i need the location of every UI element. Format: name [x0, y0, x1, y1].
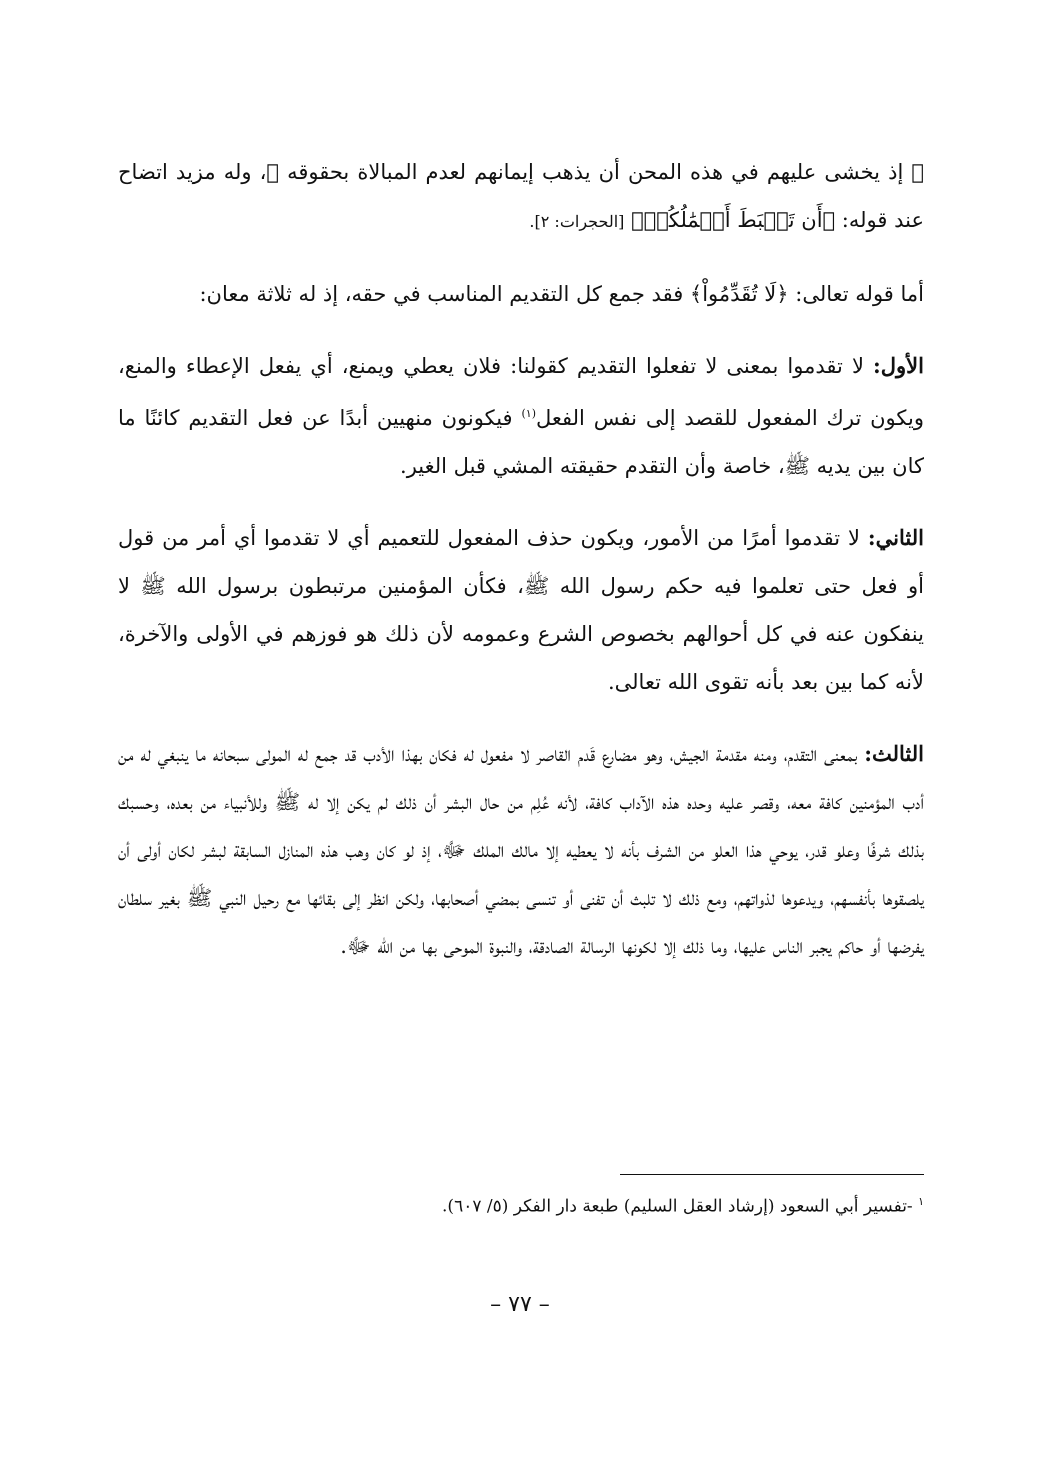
- footnote: [118, 1186, 924, 1223]
- third-meaning-text: بمعنى التقدم، ومنه مقدمة الجيش، وهو مضارع قَدم القاصر لا مفعول له فكان بهذا الأدب قد جمع له المولى سبحانه ما ينبغي له من أدب المؤمنين كافة معه، وقصر عليه وحده هذه الآداب كافة، لأنه عُلِم من حال البشر أن ذلك لم يكن إلا له ﷺ وللأنبياء من بعده، وحسبك بذلك شرفًا وعلو قدر، يوحي هذا العلو من الشرف بأنه لا يعطيه إلا مالك الملك ﷻ، إذ لو كان وهب هذه المنازل السابقة لبشر لكان أولى أن يلصقوها بأنفسهم، ويدعوها لذواتهم، ومع ذلك لا تلبث أن تفنى أو تنسى بمضي أصحابها، ولكن انظر إلى بقائها مع رحيل النبي ﷺ بغير سلطان يفرضها أو حاكم يجبر الناس عليها، وما ذلك إلا لكونها الرسالة الصادقة، والنبوة الموحى بها من الله ﷻ.: [118, 742, 924, 958]
- paragraph-second-meaning: [118, 514, 924, 706]
- first-meaning-text-b: فيكونون منهيين أبدًا عن فعل التقديم كائنًا ما كان بين يديه ﷺ، خاصة وأن التقدم حقيقته المشي قبل الغير.: [118, 406, 924, 478]
- second-meaning-text: لا تقدموا أمرًا من الأمور، ويكون حذف المفعول للتعميم أي لا تقدموا أي أمر من قول أو فعل حتى تعلموا فيه حكم رسول الله ﷺ، فكأن المؤمنين مرتبطون برسول الله ﷺ لا ينفكون عنه في كل أحوالهم بخصوص الشرع وعمومه لأن ذلك هو فوزهم في الأولى والآخرة، لأنه كما بين بعد بأنه تقوى الله تعالى.: [118, 526, 924, 694]
- footnote-divider: [620, 1174, 924, 1175]
- body-text: [118, 148, 924, 994]
- quran-reference: [الحجرات: ٢].: [529, 212, 625, 231]
- paragraph-third-meaning: [118, 730, 924, 970]
- page-number: – ٧٧ –: [490, 1292, 550, 1317]
- paragraph-intro: [118, 148, 924, 246]
- footnote-text: -تفسير أبي السعود (إرشاد العقل السليم) طبعة دار الفكر (٥/ ٦٠٧).: [442, 1196, 913, 1217]
- third-meaning-heading: الثالث:: [864, 741, 924, 766]
- paragraph-first-meaning: [118, 342, 924, 490]
- paragraph-intro-text: ﷺ إذ يخشى عليهم في هذه المحن أن يذهب إيمانهم لعدم المبالاة بحقوقه ﷺ، وله مزيد اتضاح عند قوله: ﴿أَن تَحۡبَطَ أَعۡمَٰلُكُمۡ﴾: [118, 160, 924, 232]
- first-meaning-heading: الأول:: [873, 353, 924, 378]
- footnote-reference: (١): [521, 407, 536, 420]
- first-meaning-text-a: لا تقدموا بمعنى لا تفعلوا التقديم كقولنا: فلان يعطي ويمنع، أي يفعل الإعطاء والمنع، ويكون ترك المفعول للقصد إلى نفس الفعل: [118, 354, 924, 430]
- footnote-marker: ١: [918, 1195, 924, 1208]
- paragraph-meanings-intro: أما قوله تعالى: ﴿لَا تُقَدِّمُواْ﴾ فقد جمع كل التقديم المناسب في حقه، إذ له ثلاثة معان:: [199, 282, 924, 306]
- second-meaning-heading: الثاني:: [867, 525, 924, 550]
